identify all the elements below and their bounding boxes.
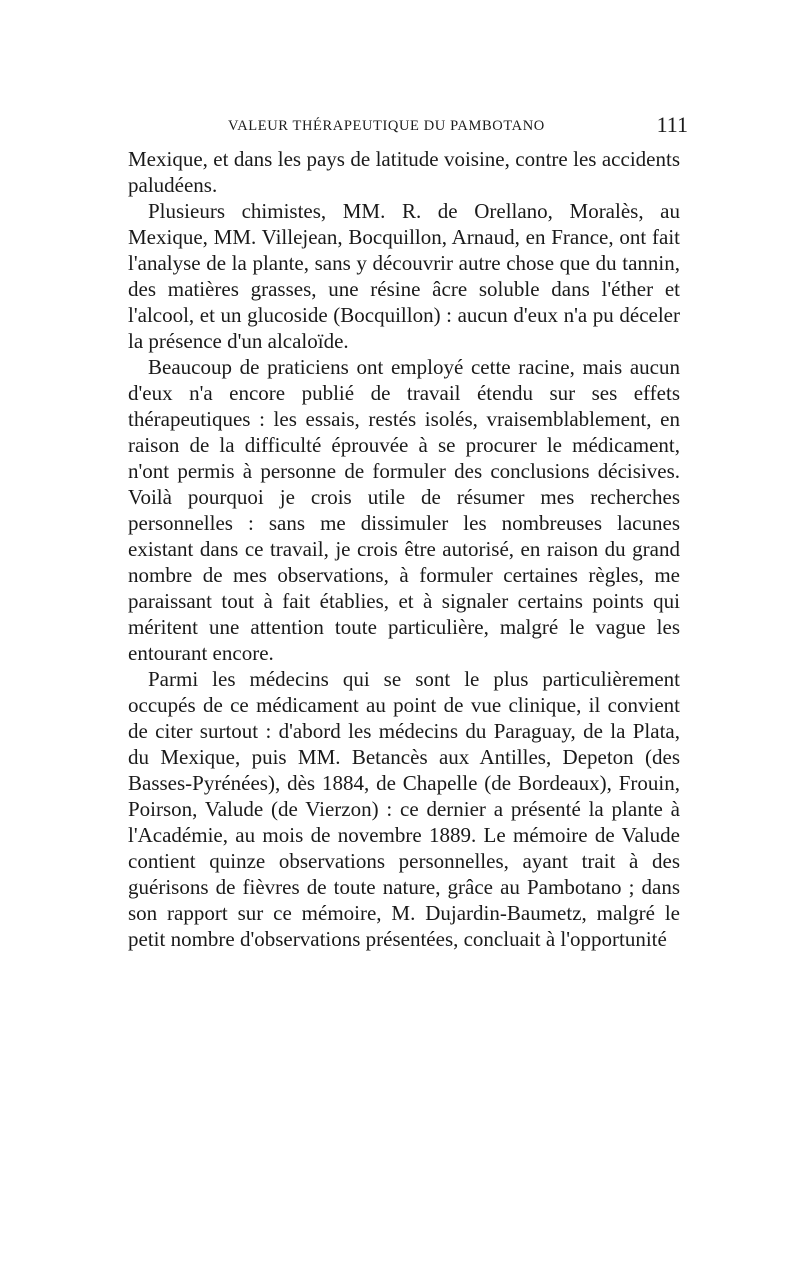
paragraph-practitioners: Beaucoup de praticiens ont employé cette racine, mais aucun d'eux n'a encore publié de travail étendu sur ses effets thérapeutiques : les essais, restés isolés, vraisemblablement, en raison de la difficulté éprouvée à se procurer le médicament, n'ont permis à personne de formuler des conclusions décisives. Voilà pourquoi je crois utile de résumer mes recherches personnelles : sans me dissimuler les nombreuses lacunes existant dans ce travail, je crois être autorisé, en raison du grand nombre de mes observations, à formuler certaines règles, me paraissant tout à fait établies, et à signaler certains points qui méritent une attention toute particulière, malgré le vague les entourant encore. bbox=[128, 355, 680, 665]
page-number: 111 bbox=[656, 112, 688, 137]
paragraph-chemists: Plusieurs chimistes, MM. R. de Orellano, Moralès, au Mexique, MM. Villejean, Bocquillon, Arnaud, en France, ont fait l'analyse de la plante, sans y découvrir autre chose que du tannin, des matières grasses, une résine âcre soluble dans l'éther et l'alcool, et un glucoside (Bocquillon) : aucun d'eux n'a pu déceler la présence d'un alcaloïde. bbox=[128, 199, 680, 353]
running-title: VALEUR THÉRAPEUTIQUE DU PAMBOTANO bbox=[228, 118, 545, 134]
paragraph-physicians: Parmi les médecins qui se sont le plus particulièrement occupés de ce médicament au point de vue clinique, il convient de citer surtout : d'abord les médecins du Paraguay, de la Plata, du Mexique, puis MM. Betancès aux Antilles, Depeton (des Basses-Pyrénées), dès 1884, de Chapelle (de Bordeaux), Frouin, Poirson, Valude (de Vierzon) : ce dernier a présenté la plante à l'Académie, au mois de novembre 1889. Le mémoire de Valude contient quinze observations personnelles, ayant trait à des guérisons de fièvres de toute nature, grâce au Pambotano ; dans son rapport sur ce mémoire, M. Dujardin-Baumetz, malgré le petit nombre d'observations présentées, concluait à l'opportunité bbox=[128, 667, 680, 951]
body-text bbox=[128, 146, 680, 952]
book-page bbox=[128, 112, 688, 952]
paragraph-continuation: Mexique, et dans les pays de latitude voisine, contre les accidents paludéens. bbox=[128, 147, 680, 197]
running-head bbox=[128, 112, 688, 146]
